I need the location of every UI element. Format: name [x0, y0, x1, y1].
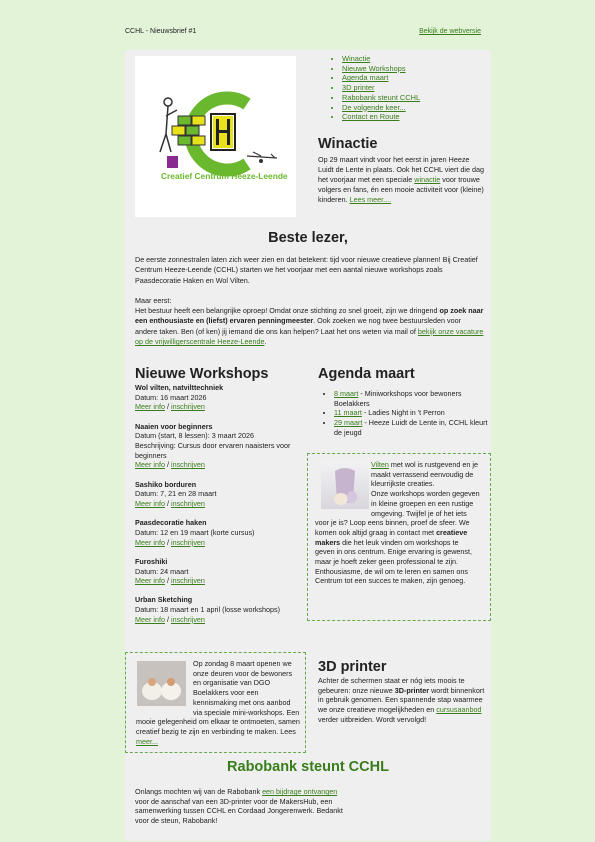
- printer-text: Achter de schermen staat er nóg iets moois te gebeuren: onze nieuwe 3D-printer wordt binnenkort in gebruik genomen. Een spannende stap waarmee we onze creatieve mogelijkheden en cursusaanbod verder uitbreiden. Wordt vervolgd!: [318, 676, 485, 724]
- vacancy-link[interactable]: bekijk onze vacature op de vrijwilligerscentrale Heeze-Leende: [135, 326, 484, 347]
- open-day-box: Op zondag 8 maart openen we onze deuren voor de bewoners en organisatie van DGO Boelakkers voor een kennismaking met ons aanbod via speciale mini-workshops. Een mooie gelegenheid om elkaar te ontmoeten, samen creatief bezig te zijn en verbinding te maken. Lees meer...: [125, 652, 306, 753]
- greeting-heading: Beste lezer,: [268, 230, 348, 246]
- workshop-item: Paasdecoratie haken Datum: 12 en 19 maart (korte cursus) Meer info / inschrijven: [135, 518, 255, 547]
- top-bar: [125, 23, 481, 39]
- workshop-item: Urban Sketching Datum: 18 maart en 1 april (losse workshops) Meer info / inschrijven: [135, 595, 281, 624]
- toc-item-3d-printer[interactable]: 3D printer: [342, 83, 375, 93]
- call-paragraph: Maar eerst: Het bestuur heeft een belangrijke oproep! Omdat onze stichting zo snel groeit, zijn we dringend op zoek naar een enthousiaste en (liefst) ervaren penningmeester. Ook zoeken we nog twee bestuursleden voor andere taken. Ben (of ken) jij iemand die ons kan helpen? Laat het ons weten via mail of bekijk onze vacature op de vrijwilligerscentrale Heeze-Leende.: [135, 295, 484, 347]
- more-info-link[interactable]: Meer info: [135, 576, 165, 586]
- toc-item-contact[interactable]: Contact en Route: [342, 112, 400, 122]
- agenda-item: • 8 maart - Miniworkshops voor bewoners Boelakkers: [334, 389, 494, 408]
- winactie-text: Op 29 maart vindt voor het eerst in jaren Heeze Luidt de Lente in plaats. Ook het CCHL viert die dag het voorjaar met een speciale winactie voor trouwe volgers en fans, én een mooie activiteit voor (kleine) kinderen. Lees meer....: [318, 155, 484, 204]
- newsletter-body: [125, 50, 491, 841]
- more-info-link[interactable]: Meer info: [135, 402, 165, 412]
- workshop-item: Wol vilten, natvilttechniek Datum: 16 maart 2026 Meer info / inschrijven: [135, 383, 224, 412]
- toc-item-winactie[interactable]: Winactie: [342, 54, 371, 63]
- intro-paragraph: De eerste zonnestralen laten zich weer zien en dat betekent: tijd voor nieuwe creatieve plannen! Bij Creatief Centrum Heeze-Leende (CCHL) starten we het voorjaar met een aantal nieuwe workshops zoals Paasdecoratie Haken en Wol Vilten.: [135, 255, 478, 285]
- toc-item-workshops[interactable]: Nieuwe Workshops: [342, 63, 406, 73]
- winactie-link[interactable]: winactie: [414, 175, 441, 184]
- register-link[interactable]: inschrijven: [170, 402, 205, 412]
- register-link[interactable]: inschrijven: [170, 576, 205, 586]
- agenda-date-link[interactable]: 11 maart: [334, 408, 362, 418]
- agenda-item: • 29 maart - Heeze Luidt de Lente in, CCHL kleurt de jeugd: [334, 418, 494, 437]
- workshop-item: Sashiko borduren Datum: 7, 21 en 28 maart Meer info / inschrijven: [135, 479, 217, 509]
- more-info-link[interactable]: Meer info: [135, 460, 165, 470]
- register-link[interactable]: inschrijven: [170, 537, 205, 547]
- newsletter-title: CCHL - Nieuwsbrief #1: [125, 28, 197, 35]
- newsletter-page: [10, 9, 585, 833]
- more-info-link[interactable]: Meer info: [135, 614, 165, 624]
- vilten-box: Vilten met wol is rustgevend en je maakt verrassend eenvoudig de kleurrijkste creaties. Onze workshops worden gegeven in kleine groepen en een rustige omgeving. Twijfel je of het iets voor je is? Loop eens binnen, proef de sfeer. We komen ook altijd graag in contact met creatieve makers die het leuk vinden om workshops te geven in ons centrum. Enige ervaring is gewenst, maar je hoeft zeker geen professional te zijn. Enthousiasme, de wil om te leren en samen ons Centrum tot een succes te maken, zijn genoeg.: [307, 453, 491, 621]
- toc-item-next-time[interactable]: De volgende keer...: [342, 102, 406, 112]
- workshop-item: Furoshiki Datum: 24 maart Meer info / inschrijven: [135, 556, 205, 586]
- workshop-list: [135, 383, 305, 634]
- agenda-date-link[interactable]: 29 maart: [334, 418, 363, 428]
- agenda-item: • 11 maart - Ladies Night in 't Perron: [334, 408, 494, 418]
- table-of-contents: [326, 54, 420, 122]
- register-link[interactable]: inschrijven: [170, 460, 205, 470]
- winactie-heading: Winactie: [318, 136, 378, 152]
- toc-item-agenda[interactable]: Agenda maart: [342, 73, 389, 83]
- workshops-heading: Nieuwe Workshops: [135, 366, 269, 382]
- agenda-list: [318, 389, 494, 438]
- course-offer-link[interactable]: cursusaanbod: [436, 705, 482, 715]
- vilten-link[interactable]: Vilten: [371, 460, 389, 469]
- more-info-link[interactable]: Meer info: [135, 499, 165, 509]
- winactie-read-more-link[interactable]: Lees meer....: [349, 195, 392, 204]
- printer-heading: 3D printer: [318, 659, 387, 675]
- workshop-item: Naaien voor beginners Datum (start, 8 lessen): 3 maart 2026 Beschrijving: Cursus door ervaren naaisters voor beginners Meer info / inschrijven: [135, 421, 291, 470]
- register-link[interactable]: inschrijven: [170, 499, 205, 509]
- rabobank-heading: Rabobank steunt CCHL: [227, 759, 389, 775]
- rabobank-text: Onlangs mochten wij van de Rabobank een bijdrage ontvangen voor de aanschaf van een 3D-printer voor de MakersHub, een samenwerking tussen CCHL en Cordaad Jongerenwerk. Bedankt voor de steun, Rabobank!: [135, 787, 343, 826]
- web-version-link[interactable]: Bekijk de webversie: [419, 28, 481, 35]
- agenda-heading: Agenda maart: [318, 366, 415, 382]
- cchl-logo: [135, 56, 296, 217]
- more-info-link[interactable]: Meer info: [135, 537, 165, 547]
- intro-text: [135, 255, 485, 357]
- toc-item-rabobank[interactable]: Rabobank steunt CCHL: [342, 92, 421, 102]
- logo-caption: Creatief Centrum Heeze-Leende: [161, 171, 288, 181]
- open-day-read-more-link[interactable]: meer...: [136, 736, 158, 746]
- contribution-link[interactable]: een bijdrage ontvangen: [262, 787, 338, 796]
- register-link[interactable]: inschrijven: [170, 614, 205, 624]
- agenda-date-link[interactable]: 8 maart: [334, 389, 359, 398]
